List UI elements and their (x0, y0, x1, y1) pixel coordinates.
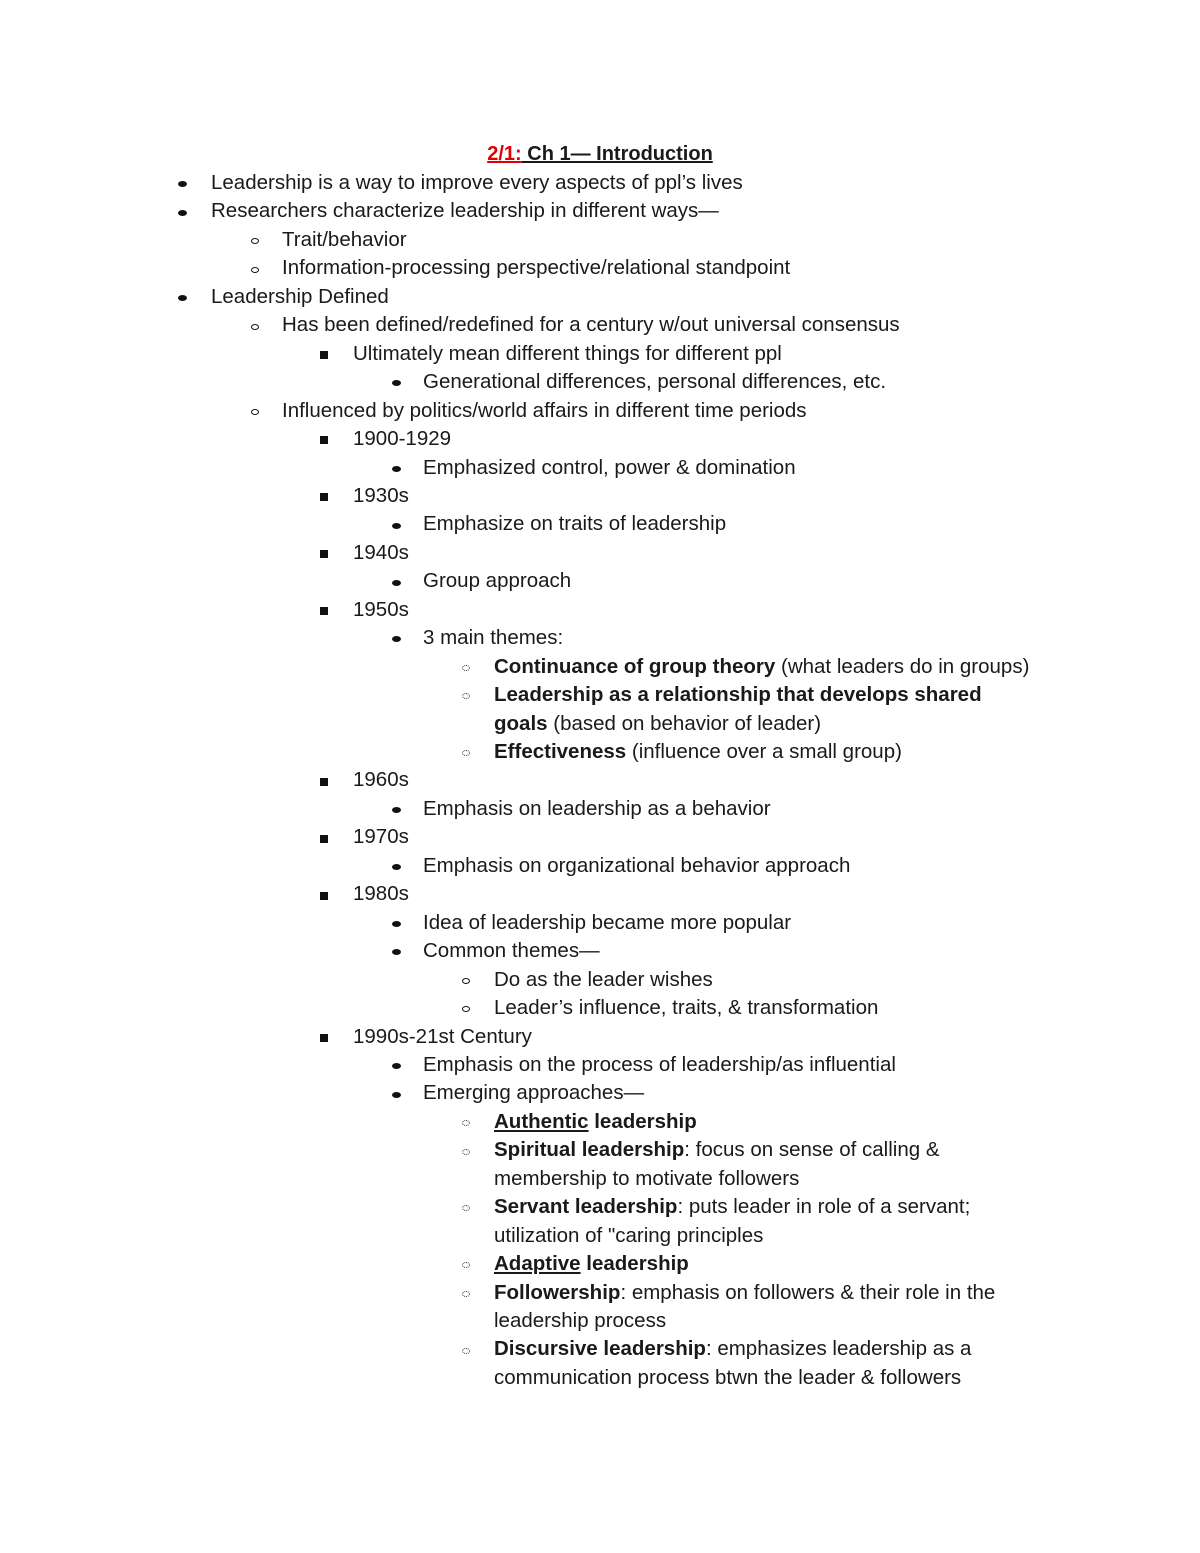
list-item-text: : emphasis on followers & their role in the (620, 1280, 996, 1304)
bullet-disc-icon (389, 625, 403, 654)
title-date: 2/1: (487, 143, 522, 165)
bullet-square-icon (317, 540, 331, 569)
list-item-bold: Leadership as a relationship that develops shared (494, 683, 982, 707)
list-item (494, 1108, 697, 1137)
list-item-text: Common themes— (423, 939, 600, 963)
bullet-square-icon (317, 1024, 331, 1053)
list-item-text: Generational differences, personal differences, etc. (423, 370, 887, 394)
list-item (353, 596, 409, 625)
list-item (423, 510, 726, 539)
bullet-disc-icon (389, 910, 403, 939)
bullet-dotted-circle-icon (459, 1280, 473, 1309)
list-item (494, 1250, 689, 1279)
list-item (494, 681, 982, 710)
list-item (282, 311, 900, 340)
list-item-text: Information-processing perspective/relational standpoint (282, 256, 791, 280)
list-item (353, 340, 782, 369)
bullet-disc-icon (389, 455, 403, 484)
list-item (353, 539, 409, 568)
list-item-text: : focus on sense of calling & (684, 1138, 940, 1162)
list-item (494, 1222, 763, 1251)
bullet-disc-icon (389, 511, 403, 540)
list-item-text: 1940s (353, 540, 409, 564)
list-item-text: utilization of "caring principles (494, 1223, 764, 1247)
bullet-square-icon (317, 426, 331, 455)
bullet-circle-icon (459, 995, 473, 1024)
list-item (494, 653, 1029, 682)
bullet-circle-icon (248, 398, 262, 427)
list-item-text: 1950s (353, 597, 409, 621)
bullet-disc-icon (389, 796, 403, 825)
list-item (494, 1193, 970, 1222)
list-item-text: leadership process (494, 1309, 667, 1332)
list-item (494, 1364, 961, 1393)
list-item-text: Emerging approaches— (423, 1081, 645, 1105)
bullet-dotted-circle-icon (459, 1336, 473, 1365)
list-item (211, 169, 743, 198)
bullet-disc-icon (389, 568, 403, 597)
list-item-text: Idea of leadership became more popular (423, 910, 792, 934)
list-item (211, 197, 719, 226)
list-item-text: : puts leader in role of a servant; (677, 1195, 971, 1219)
list-item (423, 937, 600, 966)
list-item-bold: leadership (580, 1252, 689, 1276)
list-item (494, 1136, 940, 1165)
bullet-square-icon (317, 767, 331, 796)
bullet-dotted-circle-icon (459, 739, 473, 768)
list-item-text: : emphasizes leadership as a (705, 1337, 972, 1361)
list-item (353, 880, 409, 909)
list-item (494, 738, 902, 767)
bullet-circle-icon (248, 255, 262, 284)
list-item (423, 624, 563, 653)
list-item-text: Has been defined/redefined for a century w/out universal consensus (282, 313, 900, 337)
list-item-text: Influenced by politics/world affairs in different time periods (282, 398, 807, 422)
list-item-text: (based on behavior of leader) (547, 711, 822, 735)
bullet-circle-icon (459, 967, 473, 996)
list-item-bold: Spiritual leadership (494, 1138, 685, 1162)
list-item (423, 1079, 644, 1108)
bullet-square-icon (317, 881, 331, 910)
list-item (423, 909, 791, 938)
list-item-text: 1980s (353, 882, 409, 906)
list-item-text: Emphasize on traits of leadership (423, 512, 727, 536)
list-item-text: Leadership is a way to improve every aspects of ppl’s lives (211, 171, 743, 194)
bullet-dotted-circle-icon (459, 654, 473, 683)
list-item-text: Emphasis on organizational behavior approach (423, 853, 851, 877)
list-item-text: Leader’s influence, traits, & transformation (494, 996, 879, 1020)
list-item (494, 1335, 971, 1364)
list-item-bold: goals (494, 711, 548, 735)
list-item (494, 1307, 666, 1336)
list-item (494, 710, 821, 739)
list-item (211, 283, 389, 312)
list-item-text: 1930s (353, 483, 409, 507)
bullet-circle-icon (248, 227, 262, 256)
bullet-square-icon (317, 483, 331, 512)
list-item (423, 1051, 896, 1080)
list-item (423, 567, 571, 596)
list-item-bold: Continuance of group theory (494, 654, 776, 678)
list-item (353, 425, 451, 454)
list-item-text: Researchers characterize leadership in different ways— (211, 199, 719, 223)
page-title (0, 140, 1200, 168)
list-item-text: Trait/behavior (282, 227, 407, 251)
bullet-disc-icon (389, 938, 403, 967)
bullet-circle-icon (248, 312, 262, 341)
bullet-square-icon (317, 597, 331, 626)
bullet-disc-icon (175, 170, 189, 199)
list-item (494, 994, 878, 1023)
bullet-dotted-circle-icon (459, 1194, 473, 1223)
list-item-text: (what leaders do in groups) (775, 654, 1030, 678)
bullet-disc-icon (389, 1052, 403, 1081)
list-item-text: Emphasis on the process of leadership/as influential (423, 1052, 896, 1076)
bullet-disc-icon (389, 853, 403, 882)
list-item-text: Do as the leader wishes (494, 967, 713, 991)
list-item-bold: Followership (494, 1280, 621, 1304)
list-item (494, 966, 713, 995)
bullet-dotted-circle-icon (459, 1251, 473, 1280)
list-item (423, 795, 771, 824)
list-item-text: Emphasis on leadership as a behavior (423, 796, 771, 820)
list-item (423, 368, 886, 397)
list-item-text: 1900-1929 (353, 427, 452, 451)
bullet-disc-icon (175, 284, 189, 313)
list-item-bold: Discursive leadership (494, 1337, 706, 1361)
list-item-bold: Servant leadership (494, 1195, 678, 1219)
list-item-text: 1990s-21st Century (353, 1024, 532, 1048)
list-item (282, 397, 807, 426)
list-item (353, 482, 409, 511)
list-item (353, 1023, 532, 1052)
bullet-disc-icon (389, 1080, 403, 1109)
list-item-bold: Effectiveness (494, 740, 627, 763)
title-text: Ch 1— Introduction (521, 143, 713, 165)
list-item (494, 1165, 799, 1194)
bullet-dotted-circle-icon (459, 682, 473, 711)
list-item-text: Ultimately mean different things for different ppl (353, 341, 782, 365)
list-item-text: Emphasized control, power & domination (423, 455, 796, 479)
list-item (282, 226, 407, 255)
list-item (423, 454, 796, 483)
bullet-square-icon (317, 341, 331, 370)
list-item-underlined: Adaptive (494, 1252, 581, 1276)
list-item-text: (influence over a small group) (626, 740, 902, 763)
list-item-bold: leadership (588, 1109, 697, 1133)
list-item (423, 852, 850, 881)
bullet-square-icon (317, 824, 331, 853)
list-item-underlined: Authentic (494, 1109, 589, 1133)
bullet-dotted-circle-icon (459, 1137, 473, 1166)
list-item-text: 3 main themes: (423, 626, 564, 650)
list-item (494, 1279, 995, 1308)
list-item-text: Group approach (423, 569, 572, 593)
list-item (353, 766, 409, 795)
list-item-text: 1960s (353, 768, 409, 792)
list-item-text: Leadership Defined (211, 284, 389, 308)
list-item (282, 254, 790, 283)
list-item-text: 1970s (353, 825, 409, 849)
bullet-dotted-circle-icon (459, 1109, 473, 1138)
list-item-text: communication process btwn the leader & followers (494, 1365, 962, 1389)
list-item (353, 823, 409, 852)
bullet-disc-icon (175, 198, 189, 227)
list-item-text: membership to motivate followers (494, 1166, 800, 1190)
bullet-disc-icon (389, 369, 403, 398)
